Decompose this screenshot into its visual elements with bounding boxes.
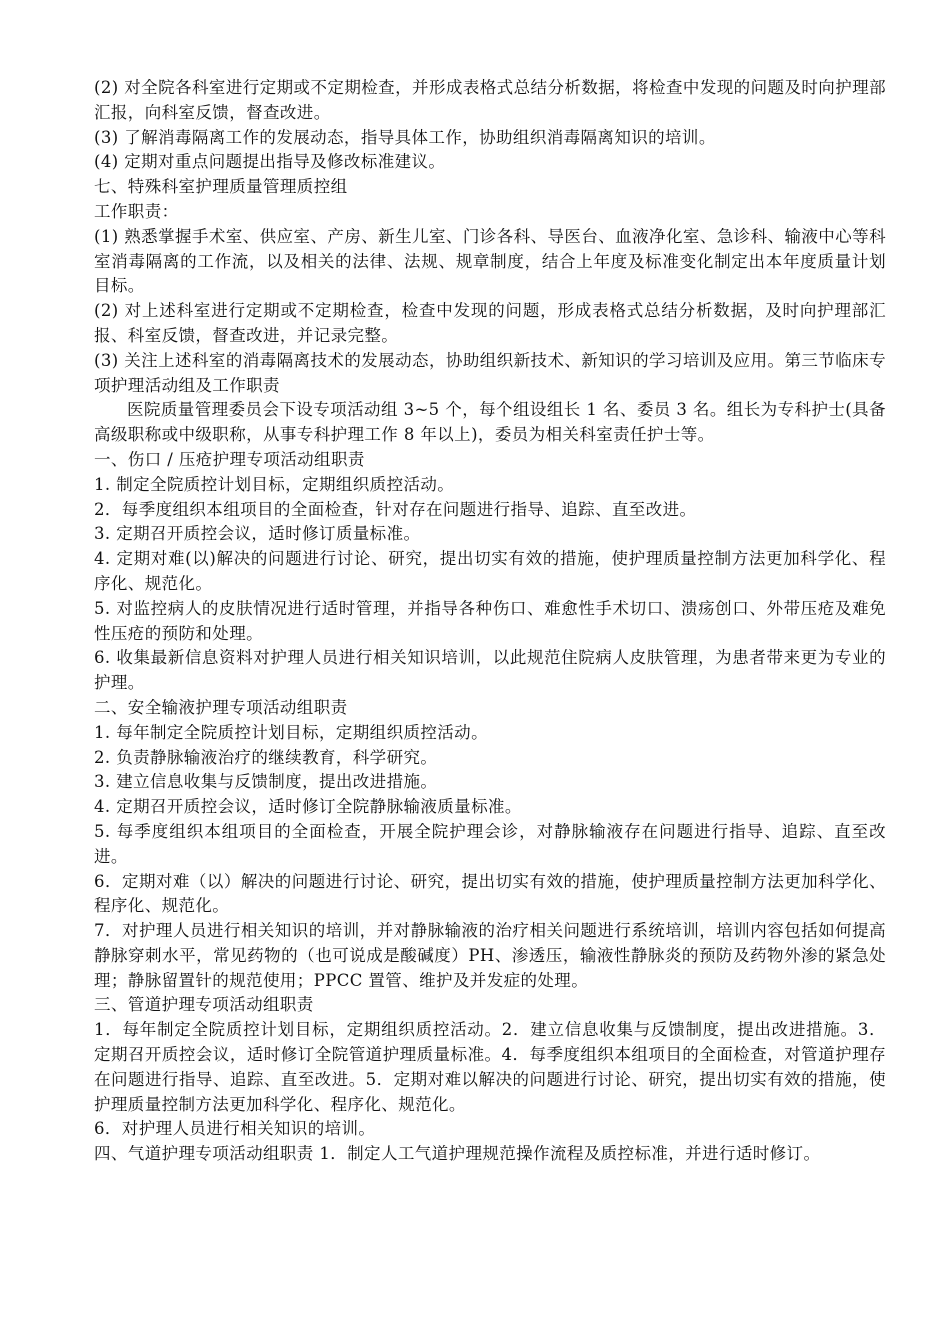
document-body	[94, 76, 886, 1167]
paragraph: (1) 熟悉掌握手术室、供应室、产房、新生儿室、门诊各科、导医台、血液净化室、急诊科、输液中心等科室消毒隔离的工作流，以及相关的法律、法规、规章制度，结合上年度及标准变化制定出本年度质量计划目标。	[94, 226, 886, 296]
list-item: 6．对护理人员进行相关知识的培训。	[94, 1119, 376, 1139]
list-item: 1. 制定全院质控计划目标，定期组织质控活动。	[94, 474, 455, 494]
list-item: 2．每季度组织本组项目的全面检查，针对存在问题进行指导、追踪、直至改进。	[94, 499, 697, 519]
subheading: 工作职责：	[94, 201, 179, 221]
paragraph: (2) 对上述科室进行定期或不定期检查，检查中发现的问题，形成表格式总结分析数据，及时向护理部汇报、科室反馈，督查改进，并记录完整。	[94, 301, 886, 345]
list-item: 7．对护理人员进行相关知识的培训，并对静脉输液的治疗相关问题进行系统培训，培训内容包括如何提高静脉穿刺水平，常见药物的（也可说成是酸碱度）PH、渗透压，输液性静脉炎的预防及药物外渗的紧急处理；静脉留置针的规范使用；PPCC 置管、维护及并发症的处理。	[94, 921, 886, 990]
intro-paragraph: 医院质量管理委员会下设专项活动组 3~5 个，每个组设组长 1 名、委员 3 名。组长为专科护士(具备高级职称或中级职称，从事专科护理工作 8 年以上)，委员为相关科室责任护士等。	[94, 400, 886, 445]
section-heading: 四、气道护理专项活动组职责 1．制定人工气道护理规范操作流程及质控标准，并进行适时修订。	[94, 1144, 821, 1164]
paragraph: (3) 了解消毒隔离工作的发展动态，指导具体工作，协助组织消毒隔离知识的培训。	[94, 127, 716, 147]
section-heading: 七、特殊科室护理质量管理质控组	[94, 177, 348, 197]
list-item: 1. 每年制定全院质控计划目标，定期组织质控活动。	[94, 722, 488, 742]
section-heading: 三、管道护理专项活动组职责	[94, 995, 314, 1015]
section-heading: 二、安全输液护理专项活动组职责	[94, 697, 348, 717]
list-item: 4. 定期对难(以)解决的问题进行讨论、研究，提出切实有效的措施，使护理质量控制方法更加科学化、程序化、规范化。	[94, 549, 886, 593]
list-item: 2. 负责静脉输液治疗的继续教育，科学研究。	[94, 747, 438, 767]
section-heading: 一、伤口 / 压疮护理专项活动组职责	[94, 449, 365, 469]
paragraph: (3) 关注上述科室的消毒隔离技术的发展动态，协助组织新技术、新知识的学习培训及应用。第三节临床专项护理活动组及工作职责	[94, 350, 886, 395]
list-item: 6．定期对难（以）解决的问题进行讨论、研究，提出切实有效的措施，使护理质量控制方法更加科学化、程序化、规范化。	[94, 871, 886, 916]
list-item: 4. 定期召开质控会议，适时修订全院静脉输液质量标准。	[94, 797, 522, 817]
list-item: 5. 对监控病人的皮肤情况进行适时管理，并指导各种伤口、难愈性手术切口、溃疡创口、外带压疮及难免性压疮的预防和处理。	[94, 598, 886, 643]
list-item: 6. 收集最新信息资料对护理人员进行相关知识培训，以此规范住院病人皮肤管理，为患者带来更为专业的护理。	[94, 648, 886, 693]
list-item: 3. 定期召开质控会议，适时修订质量标准。	[94, 524, 421, 544]
paragraph: (2) 对全院各科室进行定期或不定期检查，并形成表格式总结分析数据，将检查中发现的问题及时向护理部汇报，向科室反馈，督查改进。	[94, 78, 886, 122]
list-item: 1．每年制定全院质控计划目标，定期组织质控活动。2．建立信息收集与反馈制度，提出改进措施。3．定期召开质控会议，适时修订全院管道护理质量标准。4．每季度组织本组项目的全面检查，对管道护理存在问题进行指导、追踪、直至改进。5．定期对难以解决的问题进行讨论、研究，提出切实有效的措施，使护理质量控制方法更加科学化、程序化、规范化。	[94, 1020, 886, 1114]
list-item: 3. 建立信息收集与反馈制度，提出改进措施。	[94, 772, 438, 792]
paragraph: (4) 定期对重点问题提出指导及修改标准建议。	[94, 152, 446, 172]
list-item: 5. 每季度组织本组项目的全面检查，开展全院护理会诊，对静脉输液存在问题进行指导、追踪、直至改进。	[94, 821, 886, 866]
